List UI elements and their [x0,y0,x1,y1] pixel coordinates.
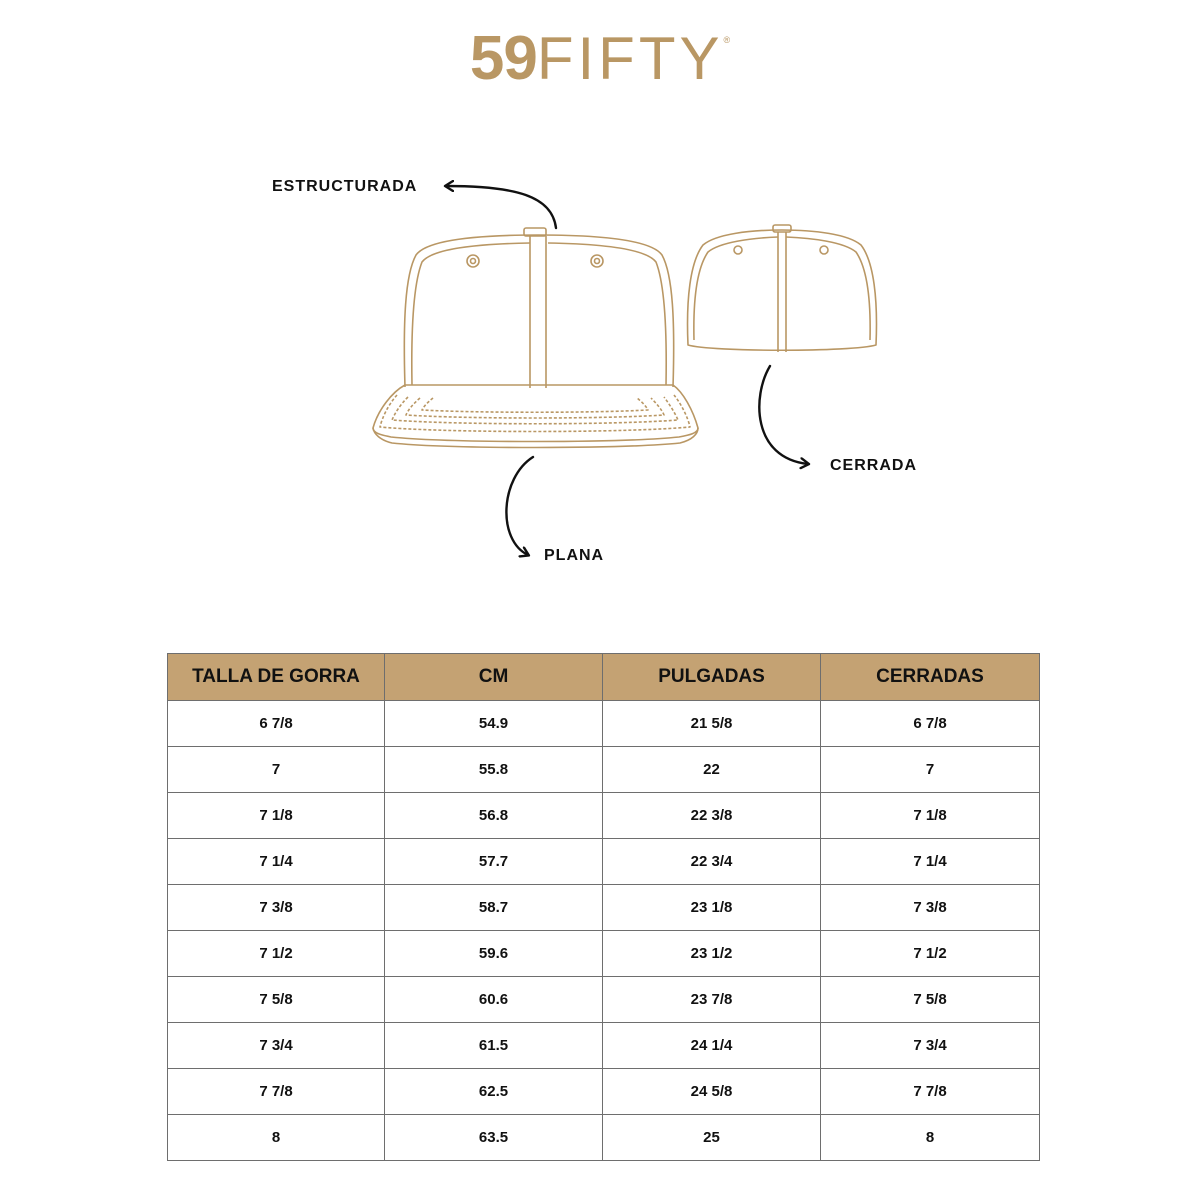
table-row [168,977,1040,1023]
callout-structured: ESTRUCTURADA [272,178,418,195]
cell-size: 6 7/8 [168,701,385,747]
cap-eyelet-left [467,255,479,267]
cell-cm: 58.7 [385,885,603,931]
flat-brim-cap-illustration [373,228,698,448]
cap-crown-inner-right [548,243,666,385]
arrow-flat [506,457,533,555]
cell-size: 7 1/4 [168,839,385,885]
callout-flat: PLANA [544,547,605,564]
closed-cap-button [773,225,791,232]
cell-inches: 24 5/8 [603,1069,821,1115]
cell-inches: 23 1/8 [603,885,821,931]
cell-closed: 6 7/8 [821,701,1040,747]
cell-size: 8 [168,1115,385,1161]
header-cap-size: TALLA DE GORRA [168,654,385,701]
cell-size: 7 3/8 [168,885,385,931]
table-row [168,1115,1040,1161]
cell-size: 7 7/8 [168,1069,385,1115]
closed-back-cap-illustration [688,225,877,352]
table-row [168,839,1040,885]
cell-closed: 7 3/8 [821,885,1040,931]
table-row [168,1023,1040,1069]
cell-closed: 7 5/8 [821,977,1040,1023]
callout-closed: CERRADA [830,457,917,474]
cell-size: 7 1/8 [168,793,385,839]
cell-closed: 8 [821,1115,1040,1161]
cap-brim-stitch-3 [406,398,664,418]
table-row [168,931,1040,977]
cap-center-seam [530,236,546,388]
cell-inches: 21 5/8 [603,701,821,747]
cell-cm: 55.8 [385,747,603,793]
cell-closed: 7 [821,747,1040,793]
cell-cm: 59.6 [385,931,603,977]
arrow-closed [759,366,808,464]
cell-inches: 22 3/4 [603,839,821,885]
cap-crown-inner-left [412,243,530,385]
cell-size: 7 1/2 [168,931,385,977]
cell-cm: 61.5 [385,1023,603,1069]
cell-cm: 56.8 [385,793,603,839]
cell-inches: 23 7/8 [603,977,821,1023]
cap-brim-stitch-1 [380,395,690,432]
cell-cm: 62.5 [385,1069,603,1115]
cap-eyelet-left-inner [471,259,476,264]
cell-size: 7 [168,747,385,793]
header-closed: CERRADAS [821,654,1040,701]
table-row [168,1069,1040,1115]
header-inches: PULGADAS [603,654,821,701]
cap-brim-stitch-2 [392,397,678,424]
cell-inches: 22 3/8 [603,793,821,839]
cell-size: 7 5/8 [168,977,385,1023]
header-cm: CM [385,654,603,701]
closed-cap-eyelet-left [734,246,742,254]
cell-closed: 7 1/4 [821,839,1040,885]
cell-cm: 54.9 [385,701,603,747]
table-row [168,793,1040,839]
arrow-structured [446,186,556,228]
logo-word: FIFTY [536,25,724,92]
cell-closed: 7 1/2 [821,931,1040,977]
cell-cm: 60.6 [385,977,603,1023]
table-row [168,885,1040,931]
cell-inches: 24 1/4 [603,1023,821,1069]
cap-crown-outline [404,235,673,387]
cap-brim-outline [373,385,698,442]
cell-closed: 7 3/4 [821,1023,1040,1069]
cell-inches: 22 [603,747,821,793]
size-chart-table [167,653,1040,1161]
logo-registered-mark: ® [723,35,731,45]
cell-cm: 63.5 [385,1115,603,1161]
cell-inches: 25 [603,1115,821,1161]
cap-brim-stitch-4 [422,398,648,412]
table-header-row [168,654,1040,701]
closed-cap-seam [778,232,786,352]
cap-eyelet-right [591,255,603,267]
cell-closed: 7 7/8 [821,1069,1040,1115]
logo-number: 59 [469,24,537,93]
closed-cap-eyelet-right [820,246,828,254]
cell-closed: 7 1/8 [821,793,1040,839]
table-row [168,701,1040,747]
table-row [168,747,1040,793]
cap-eyelet-right-inner [595,259,600,264]
cell-cm: 57.7 [385,839,603,885]
cell-inches: 23 1/2 [603,931,821,977]
cell-size: 7 3/4 [168,1023,385,1069]
